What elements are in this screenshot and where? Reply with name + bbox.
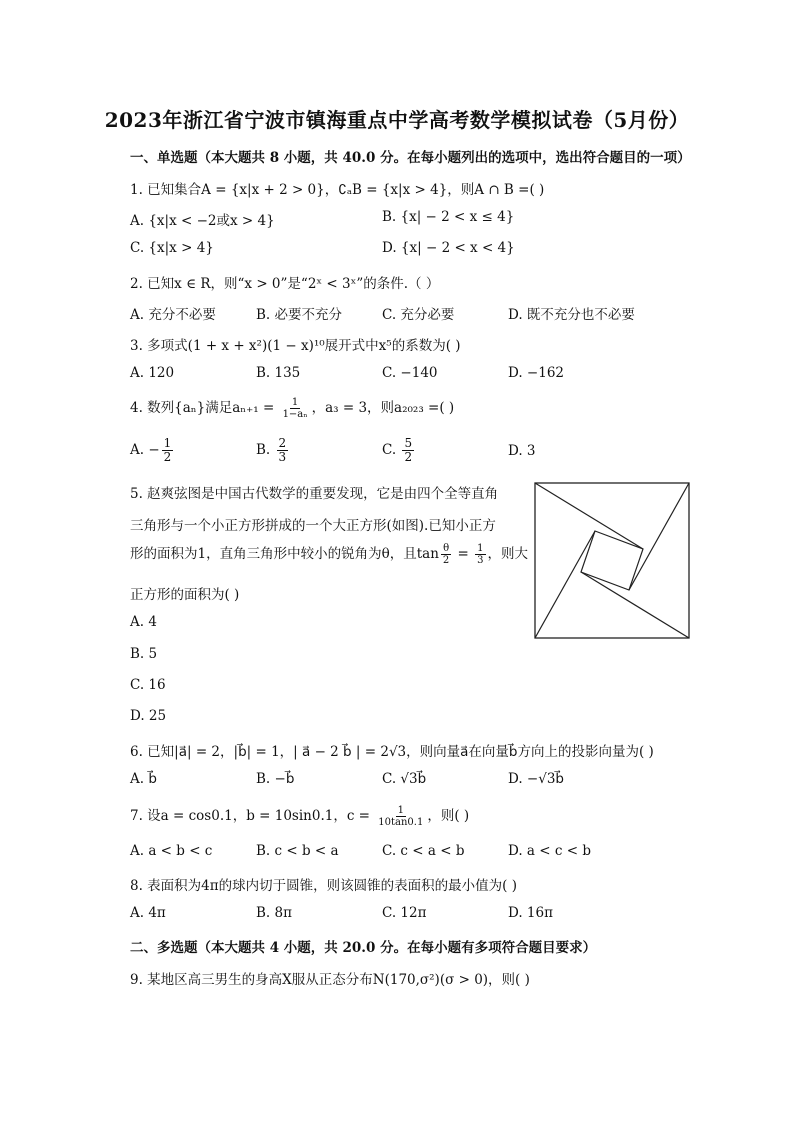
question-1-option-a: A. {x|x < −2或x > 4} <box>130 213 275 229</box>
fraction-numerator: 2 <box>278 436 287 450</box>
question-9-stem: 9. 某地区高三男生的身高X服从正态分布N(170,σ²)(σ > 0)，则( ) <box>130 972 530 988</box>
question-6-option-d: D. −√3b⃗ <box>508 771 564 787</box>
line-text-end: ，则大 <box>487 546 529 562</box>
question-5-line-3 <box>130 542 528 566</box>
question-7-option-d: D. a < c < b <box>508 843 591 859</box>
triangle-edge-1 <box>535 483 643 549</box>
question-6-option-b: B. −b⃗ <box>256 771 295 787</box>
question-8-option-d: D. 16π <box>508 905 553 921</box>
question-6-stem: 6. 已知|a⃗| = 2，|b⃗| = 1，| a⃗ − 2 b⃗ | = 2√3，则向量a⃗在向量b⃗方向上的投影向量为( ) <box>130 744 654 760</box>
fraction-numerator: 5 <box>404 436 413 450</box>
line-text: 形的面积为1，直角三角形中较小的锐角为θ，且tan <box>130 546 439 562</box>
fraction-denominator: 3 <box>278 450 287 464</box>
question-2-option-a: A. 充分不必要 <box>130 307 216 323</box>
zhao-shuang-diagram <box>534 482 690 639</box>
equals-sign: = <box>453 546 474 562</box>
question-7-option-b: B. c < b < a <box>256 843 339 859</box>
question-4-stem-pre: 4. 数列{aₙ}满足aₙ₊₁ = <box>130 400 279 416</box>
fraction-denominator: 2 <box>163 450 172 464</box>
question-5-line-1: 5. 赵爽弦图是中国古代数学的重要发现，它是由四个全等直角 <box>130 486 499 502</box>
question-2-option-d: D. 既不充分也不必要 <box>508 307 635 323</box>
option-prefix: B. <box>256 442 275 458</box>
option-fraction <box>162 437 174 464</box>
outer-square <box>535 483 689 638</box>
question-2-option-c: C. 充分必要 <box>382 307 455 323</box>
question-4-stem-post: ，a₃ = 3，则a₂₀₂₃ =( ) <box>311 400 455 416</box>
question-8-option-b: B. 8π <box>256 905 292 921</box>
question-6-option-a: A. b⃗ <box>130 771 157 787</box>
fraction-numerator: 1 <box>477 543 484 554</box>
question-1-option-d: D. {x| − 2 < x < 4} <box>382 240 515 256</box>
question-7-option-c: C. c < a < b <box>382 843 465 859</box>
question-4-option-b <box>256 437 290 464</box>
question-3-option-b: B. 135 <box>256 365 301 381</box>
question-1-option-b: B. {x| − 2 < x ≤ 4} <box>382 209 515 225</box>
option-prefix: C. <box>382 442 401 458</box>
fraction-numerator: θ <box>443 543 450 554</box>
question-8-stem: 8. 表面积为4π的球内切于圆锥，则该圆锥的表面积的最小值为( ) <box>130 878 517 894</box>
question-6-option-c: C. √3b⃗ <box>382 771 427 787</box>
question-4-fraction <box>281 397 310 420</box>
question-4-stem <box>130 396 454 420</box>
tan-half-theta-fraction <box>441 543 451 566</box>
question-5-option-b: B. 5 <box>130 646 158 662</box>
triangle-edge-3 <box>581 572 689 638</box>
question-1-option-c: C. {x|x > 4} <box>130 240 214 256</box>
fraction-numerator: 1 <box>163 436 172 450</box>
section-heading-single-choice: 一、单选题（本大题共 8 小题，共 40.0 分。在每小题列出的选项中，选出符合题目的一项） <box>130 150 691 166</box>
question-7-stem-post: ，则( ) <box>427 808 470 824</box>
page-title: 2023年浙江省宁波市镇海重点中学高考数学模拟试卷（5月份） <box>104 108 690 132</box>
question-8-option-a: A. 4π <box>130 905 166 921</box>
question-4-option-d: D. 3 <box>508 443 536 459</box>
question-5-option-a: A. 4 <box>130 614 157 630</box>
fraction-denominator: 2 <box>404 450 413 464</box>
question-1-stem: 1. 已知集合A = {x|x + 2 > 0}，∁ₐB = {x|x > 4}，则A ∩ B =( ) <box>130 182 545 198</box>
fraction-denominator: 10tan0.1 <box>378 817 424 828</box>
question-5-line-2: 三角形与一个小正方形拼成的一个大正方形(如图).已知小正方 <box>130 518 496 534</box>
question-7-option-a: A. a < b < c <box>130 843 213 859</box>
one-third-fraction <box>475 543 485 566</box>
question-3-option-a: A. 120 <box>130 365 175 381</box>
option-fraction <box>402 437 414 464</box>
question-7-stem <box>130 804 469 828</box>
question-7-stem-pre: 7. 设a = cos0.1，b = 10sin0.1，c = <box>130 808 375 824</box>
question-5-line-4: 正方形的面积为( ) <box>130 587 240 603</box>
question-4-option-c <box>382 437 416 464</box>
question-2-option-b: B. 必要不充分 <box>256 307 343 323</box>
option-prefix: A. − <box>130 442 160 458</box>
question-3-option-d: D. −162 <box>508 365 565 381</box>
fraction-denominator: 3 <box>477 555 484 566</box>
question-3-option-c: C. −140 <box>382 365 438 381</box>
section-heading-multiple-choice: 二、多选题（本大题共 4 小题，共 20.0 分。在每小题有多项符合题目要求） <box>130 940 597 956</box>
triangle-edge-4 <box>535 531 595 638</box>
fraction-numerator: 1 <box>397 805 404 816</box>
question-2-stem: 2. 已知x ∈ R，则“x > 0”是“2ˣ < 3ˣ”的条件.（ ） <box>130 276 440 292</box>
question-3-stem: 3. 多项式(1 + x + x²)(1 − x)¹⁰展开式中x⁵的系数为( ) <box>130 338 461 354</box>
question-5-option-c: C. 16 <box>130 677 166 693</box>
question-8-option-c: C. 12π <box>382 905 427 921</box>
fraction-denominator: 1−aₙ <box>282 409 308 420</box>
question-5-option-d: D. 25 <box>130 708 167 724</box>
fraction-denominator: 2 <box>442 555 450 566</box>
triangle-edge-2 <box>629 483 689 590</box>
question-7-fraction <box>376 805 425 828</box>
option-fraction <box>277 437 289 464</box>
fraction-numerator: 1 <box>291 397 299 408</box>
question-4-option-a <box>130 437 175 464</box>
